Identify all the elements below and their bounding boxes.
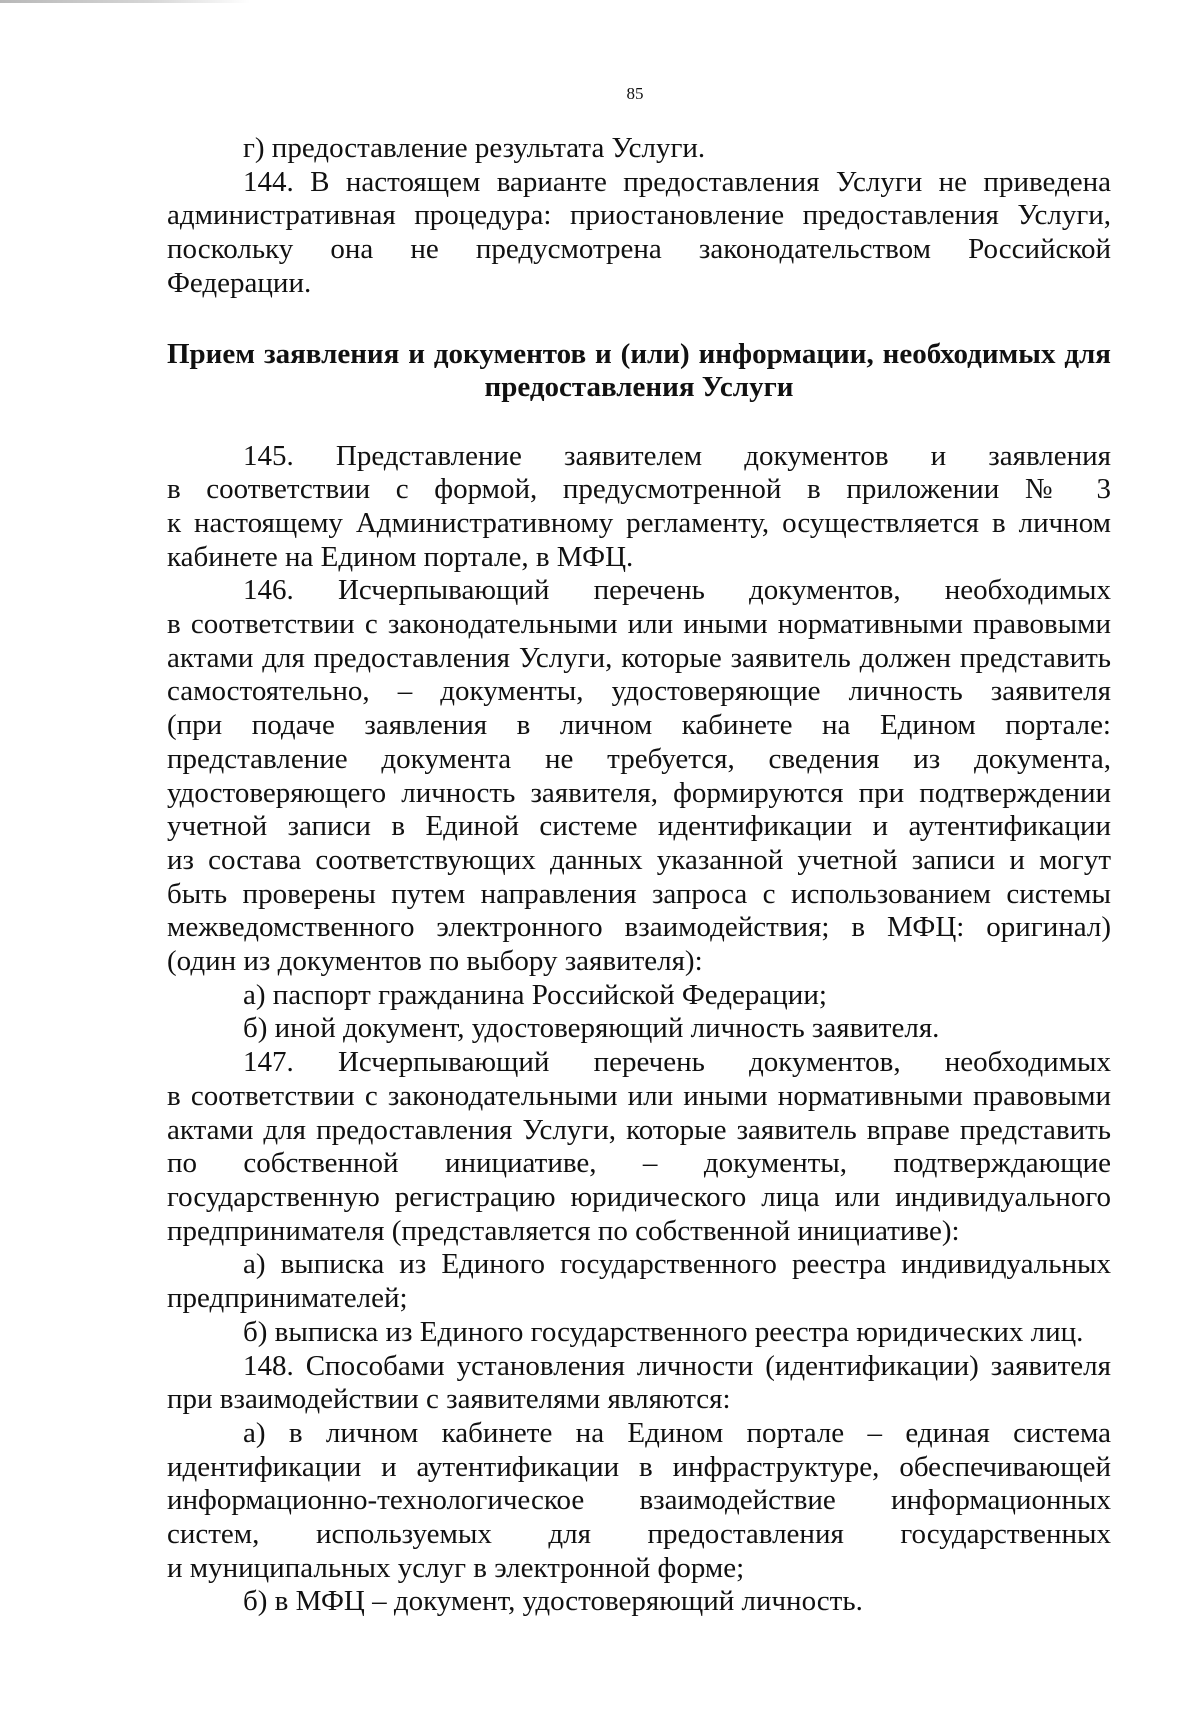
text-line: административная процедура: приостановление предоставления Услуги,	[167, 199, 1111, 232]
text-line: поскольку она не предусмотрена законодательством Российской	[167, 233, 1111, 266]
text-line: актами для предоставления Услуги, которые заявитель должен представить	[167, 641, 1111, 674]
text-line: самостоятельно, – документы, удостоверяющие личность заявителя	[167, 675, 1111, 708]
text-line: представление документа не требуется, сведения из документа,	[167, 742, 1111, 775]
text-line: идентификации и аутентификации в инфраструктуре, обеспечивающей	[167, 1450, 1111, 1483]
text-line: межведомственного электронного взаимодействия; в МФЦ: оригинал)	[167, 911, 1111, 944]
text-line: предпринимателя (представляется по собственной инициативе):	[167, 1214, 960, 1247]
text-line: быть проверены путем направления запроса с использованием системы	[167, 877, 1111, 910]
paragraph-146-line: 146. Исчерпывающий перечень документов, необходимых	[243, 574, 1111, 607]
paragraph-148-line: 148. Способами установления личности (идентификации) заявителя	[243, 1349, 1111, 1382]
text-line: информационно-технологическое взаимодействие информационных	[167, 1484, 1111, 1517]
text-line: в соответствии с законодательными или иными нормативными правовыми	[167, 608, 1111, 641]
paragraph-147-line: 147. Исчерпывающий перечень документов, необходимых	[243, 1046, 1111, 1079]
list-item: б) в МФЦ – документ, удостоверяющий личность.	[243, 1585, 863, 1618]
text-line: г) предоставление результата Услуги.	[243, 132, 706, 164]
text-line: актами для предоставления Услуги, которые заявитель вправе представить	[167, 1113, 1111, 1146]
list-item: б) выписка из Единого государственного реестра юридических лиц.	[243, 1315, 1084, 1348]
scan-edge-artifact	[0, 0, 250, 3]
section-heading-line: предоставления Услуги	[484, 370, 794, 403]
document-body	[167, 132, 1111, 1619]
list-item: а) паспорт гражданина Российской Федерации;	[243, 978, 827, 1011]
section-heading-line: Прием заявления и документов и (или) информации, необходимых для	[167, 337, 1111, 370]
list-item: а) выписка из Единого государственного реестра индивидуальных	[243, 1248, 1111, 1281]
text-line: (один из документов по выбору заявителя):	[167, 945, 703, 978]
text-line: систем, используемых для предоставления государственных	[167, 1518, 1111, 1551]
text-line: в соответствии с законодательными или иными нормативными правовыми	[167, 1079, 1111, 1112]
text-line: предпринимателей;	[167, 1282, 408, 1315]
text-line: (при подаче заявления в личном кабинете на Едином портале:	[167, 709, 1111, 742]
list-item: а) в личном кабинете на Едином портале – единая система	[243, 1416, 1111, 1449]
text-line: удостоверяющего личность заявителя, формируются при подтверждении	[167, 776, 1111, 809]
list-item: б) иной документ, удостоверяющий личность заявителя.	[243, 1012, 940, 1045]
text-line: по собственной инициативе, – документы, подтверждающие	[167, 1147, 1111, 1180]
paragraph-144-line: 144. В настоящем варианте предоставления Услуги не приведена	[243, 165, 1111, 198]
text-line: к настоящему Административному регламенту, осуществляется в личном	[167, 506, 1111, 539]
paragraph-145-line: 145. Представление заявителем документов и заявления	[243, 439, 1111, 472]
text-line: государственную регистрацию юридического лица или индивидуального	[167, 1180, 1111, 1213]
text-line: и муниципальных услуг в электронной форме;	[167, 1551, 745, 1584]
text-line: учетной записи в Единой системе идентификации и аутентификации	[167, 810, 1111, 843]
text-line: кабинете на Едином портале, в МФЦ.	[167, 540, 634, 573]
text-line: в соответствии с формой, предусмотренной в приложении № 3	[167, 473, 1111, 506]
section-heading	[167, 338, 1111, 404]
text-line: при взаимодействии с заявителями являются:	[167, 1383, 731, 1416]
page-number: 85	[626, 84, 644, 103]
text-line: Федерации.	[167, 266, 312, 299]
text-line: из состава соответствующих данных указанной учетной записи и могут	[167, 843, 1111, 876]
